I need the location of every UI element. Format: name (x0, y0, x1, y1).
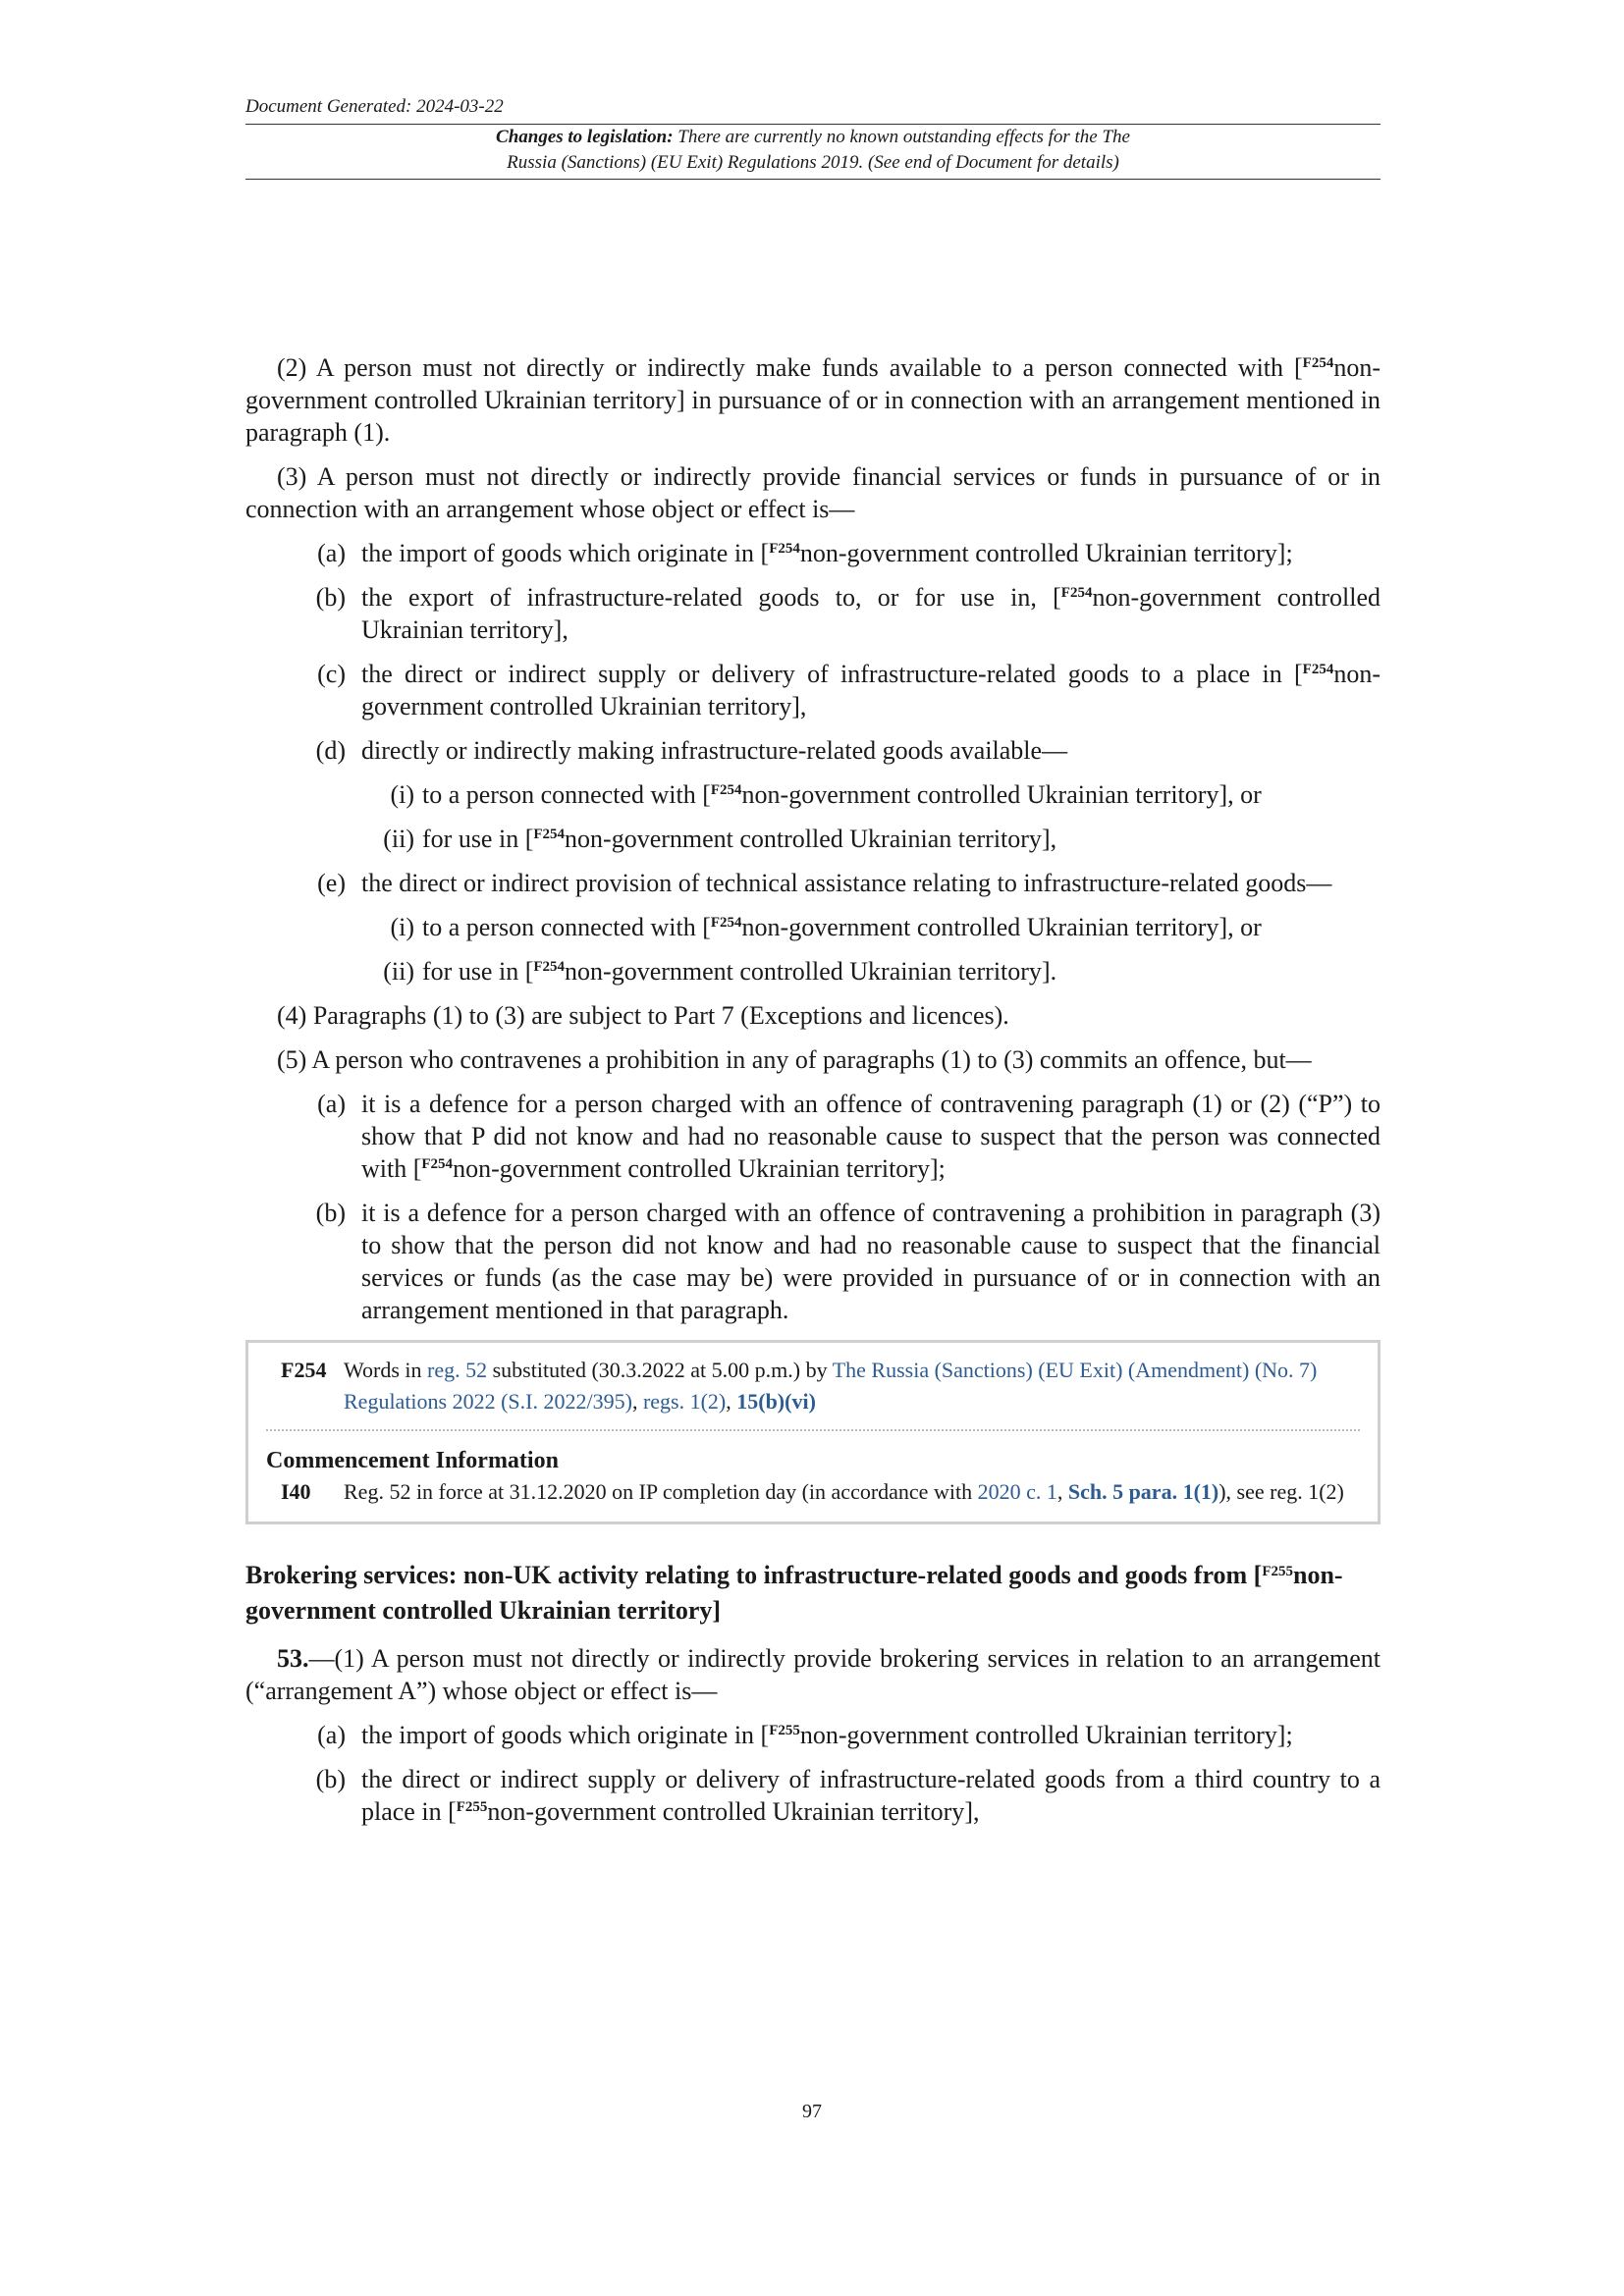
annotation-key: F254 (281, 1358, 327, 1382)
annotation-f254: F254 Words in reg. 52 substituted (30.3.2022 at 5.00 p.m.) by The Russia (Sanctions) (EU Exit) (Amendment) (No. 7) Regulations 2022 (S.I. 2022/395), regs. 1(2), 15(b)(vi) (266, 1355, 1360, 1417)
footnote-ref-f255[interactable]: F255 (769, 1723, 800, 1738)
link-sch-5-para-1-1[interactable]: Sch. 5 para. 1(1) (1067, 1479, 1219, 1504)
footnote-ref-f255[interactable]: F255 (1262, 1564, 1293, 1579)
paragraph-2: (2) A person must not directly or indirectly make funds available to a person connected with [$^{F254}$non-government controlled Ukrainian territory] in pursuance of or in connection with an arrangement mentioned in paragraph (1). (245, 353, 1380, 447)
annotation-key: I40 (281, 1479, 311, 1504)
header-generated: Document Generated: 2024-03-22 (245, 96, 504, 117)
footnote-ref-f254[interactable]: F254 (710, 915, 742, 931)
annotation-i40: I40 Reg. 52 in force at 31.12.2020 on IP completion day (in accordance with 2020 c. 1, Sch. 5 para. 1(1)), see reg. 1(2) (266, 1476, 1360, 1508)
header-rule-bottom (245, 179, 1380, 180)
paragraph-3-a: (a) the import of goods which originate in [$^{F254}$non-government controlled Ukrainian territory]; (317, 539, 1293, 567)
commencement-title: Commencement Information (266, 1448, 559, 1473)
footnote-ref-f255[interactable]: F255 (456, 1799, 488, 1815)
paragraph-4: (4) Paragraphs (1) to (3) are subject to Part 7 (Exceptions and licences). (277, 1001, 1009, 1030)
paragraph-5-a: (a) it is a defence for a person charged with an offence of contravening paragraph (1) or (2) (“P”) to show that P did not know and had no reasonable cause to suspect that the person was connected with [$^{F254}$non-government controlled Ukrainian territory]; (317, 1090, 1380, 1183)
link-regs-1-2[interactable]: regs. 1(2) (642, 1389, 727, 1414)
footnote-ref-f254[interactable]: F254 (710, 782, 742, 798)
annotations-box (245, 1340, 1380, 1524)
section-53-b: (b) the direct or indirect supply or delivery of infrastructure-related goods from a third country to a place in [$^{F255}$non-government controlled Ukrainian territory], (315, 1765, 1380, 1826)
changes-text-2: Russia (Sanctions) (EU Exit) Regulations 2019. (See end of Document for details) (507, 152, 1119, 173)
footnote-ref-f254[interactable]: F254 (421, 1156, 454, 1172)
header-changes (245, 125, 1380, 176)
page-number: 97 (802, 2101, 822, 2122)
paragraph-3-c: (c) the direct or indirect supply or delivery of infrastructure-related goods to a place in [$^{F254}$non-government controlled Ukrainian territory], (317, 660, 1380, 721)
link-reg-52[interactable]: reg. 52 (427, 1358, 488, 1382)
link-2020-c-1[interactable]: 2020 c. 1 (977, 1479, 1057, 1504)
link-amendment-regulations[interactable]: The Russia (Sanctions) (EU Exit) (Amendment) (No. 7) Regulations 2022 (S.I. 2022/395) (344, 1358, 1318, 1414)
footnote-ref-f254[interactable]: F254 (533, 827, 566, 842)
document-body (245, 351, 1380, 1840)
footnote-ref-f254[interactable]: F254 (533, 959, 566, 975)
footnote-ref-f254[interactable]: F254 (769, 541, 800, 557)
changes-label: Changes to legislation: (496, 127, 674, 147)
link-15-b-vi[interactable]: 15(b)(vi) (736, 1389, 816, 1414)
changes-text-1: There are currently no known outstanding effects for the The (673, 127, 1130, 147)
paragraph-3-d-ii: (ii) for use in [$^{F254}$non-government controlled Ukrainian territory], (383, 825, 1057, 853)
paragraph-5-b: (b) it is a defence for a person charged with an offence of contravening a prohibition in paragraph (3) to show that the person did not know and had no reasonable cause to suspect that the financial services or funds (as the case may be) were provided in pursuance of or in connection with an arrangement mentioned in that paragraph. (315, 1199, 1380, 1324)
dotted-divider (266, 1429, 1360, 1431)
paragraph-5: (5) A person who contravenes a prohibition in any of paragraphs (1) to (3) commits an offence, but— (277, 1045, 1312, 1074)
section-53-a: (a) the import of goods which originate in [$^{F255}$non-government controlled Ukrainian territory]; (317, 1721, 1293, 1749)
footnote-ref-f254[interactable]: F254 (1302, 355, 1334, 371)
paragraph-3-e-ii: (ii) for use in [$^{F254}$non-government controlled Ukrainian territory]. (383, 957, 1057, 986)
paragraph-3-d: (d) directly or indirectly making infrastructure-related goods available— (315, 736, 1068, 765)
section-53-heading: Brokering services: non-UK activity relating to infrastructure-related goods and goods from [$^{F255}$non-government controlled Ukrainian territory] (245, 1561, 1343, 1625)
paragraph-3-d-i: (i) to a person connected with [$^{F254}$non-government controlled Ukrainian territory], or (390, 780, 1262, 809)
paragraph-3-e-i: (i) to a person connected with [$^{F254}$non-government controlled Ukrainian territory], or (390, 913, 1262, 941)
paragraph-3-e: (e) the direct or indirect provision of technical assistance relating to infrastructure-related goods— (317, 869, 1332, 897)
section-number: 53. (277, 1644, 309, 1673)
paragraph-3: (3) A person must not directly or indirectly provide financial services or funds in pursuance of or in connection with an arrangement whose object or effect is— (245, 462, 1380, 523)
section-53-paragraph-1: 53.—(1) A person must not directly or indirectly provide brokering services in relation to an arrangement (“arrangement A”) whose object or effect is— (245, 1644, 1380, 1705)
footnote-ref-f254[interactable]: F254 (1302, 662, 1334, 677)
paragraph-3-b: (b) the export of infrastructure-related goods to, or for use in, [$^{F254}$non-government controlled Ukrainian territory], (315, 583, 1380, 644)
footnote-ref-f254[interactable]: F254 (1060, 585, 1093, 601)
